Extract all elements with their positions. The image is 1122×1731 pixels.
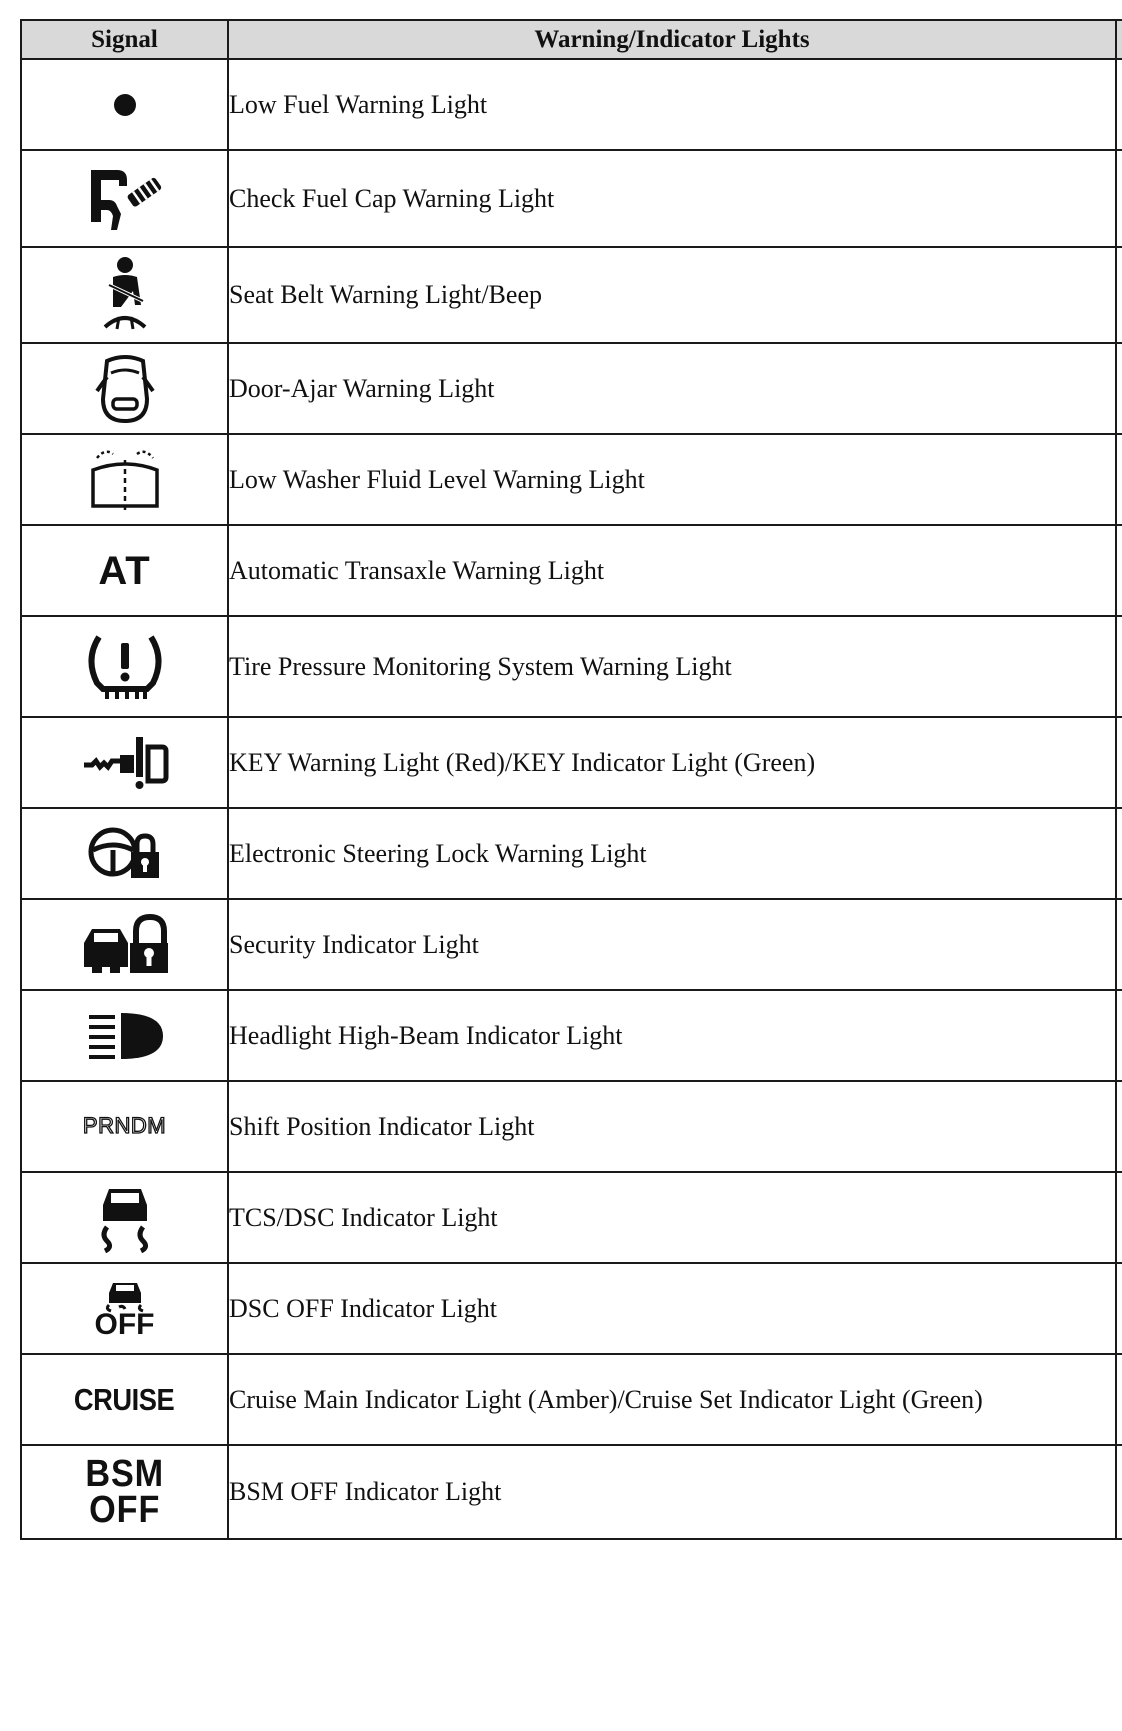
table-row [21, 616, 1122, 717]
table-row [21, 343, 1122, 434]
extra-cell [1116, 717, 1122, 808]
light-name: Tire Pressure Monitoring System Warning Light [228, 616, 1116, 717]
signal-cell [21, 1172, 228, 1263]
header-row [21, 20, 1122, 59]
table-row [21, 1445, 1122, 1539]
signal-cell [21, 990, 228, 1081]
table-row [21, 990, 1122, 1081]
table-row [21, 247, 1122, 343]
warning-lights-table [20, 19, 1122, 1540]
high-beam-icon [85, 1009, 165, 1063]
light-name: Headlight High-Beam Indicator Light [228, 990, 1116, 1081]
tire-pressure-icon [83, 629, 167, 705]
extra-cell [1116, 434, 1122, 525]
light-name: Low Fuel Warning Light [228, 59, 1116, 150]
table-row [21, 1263, 1122, 1354]
light-name: Security Indicator Light [228, 899, 1116, 990]
light-name: Door-Ajar Warning Light [228, 343, 1116, 434]
table-row [21, 808, 1122, 899]
light-name: Shift Position Indicator Light [228, 1081, 1116, 1172]
light-name: Electronic Steering Lock Warning Light [228, 808, 1116, 899]
light-name: Check Fuel Cap Warning Light [228, 150, 1116, 247]
key-icon [80, 733, 170, 793]
light-name: KEY Warning Light (Red)/KEY Indicator Light (Green) [228, 717, 1116, 808]
signal-cell [21, 1445, 228, 1539]
bsm-off-text-icon [85, 1452, 164, 1531]
tcs-dsc-icon [93, 1183, 157, 1253]
light-name: Low Washer Fluid Level Warning Light [228, 434, 1116, 525]
table-row [21, 434, 1122, 525]
header-signal: Signal [21, 20, 228, 59]
at-text-icon: AT [98, 548, 151, 593]
security-icon [80, 913, 170, 977]
signal-cell [21, 59, 228, 150]
table-row [21, 525, 1122, 616]
dsc-off-icon: OFF [94, 1307, 155, 1341]
header-extra [1116, 20, 1122, 59]
seat-belt-icon [95, 255, 155, 335]
signal-cell [21, 616, 228, 717]
extra-cell [1116, 59, 1122, 150]
check-fuel-cap-icon [83, 164, 167, 234]
signal-cell [21, 899, 228, 990]
extra-cell [1116, 525, 1122, 616]
low-fuel-dot-icon [110, 90, 140, 120]
header-lights: Warning/Indicator Lights [228, 20, 1116, 59]
light-name: Cruise Main Indicator Light (Amber)/Cruise Set Indicator Light (Green) [228, 1354, 1116, 1445]
signal-cell [21, 343, 228, 434]
light-name: Automatic Transaxle Warning Light [228, 525, 1116, 616]
extra-cell [1116, 247, 1122, 343]
extra-cell [1116, 150, 1122, 247]
table-row [21, 899, 1122, 990]
table-row [21, 717, 1122, 808]
extra-cell [1116, 616, 1122, 717]
steering-lock-icon [85, 824, 165, 884]
extra-cell [1116, 1081, 1122, 1172]
signal-cell [21, 808, 228, 899]
extra-cell [1116, 1445, 1122, 1539]
washer-fluid-icon [87, 446, 163, 514]
light-name: DSC OFF Indicator Light [228, 1263, 1116, 1354]
table-row [21, 1354, 1122, 1445]
signal-cell [21, 150, 228, 247]
signal-cell [21, 525, 228, 616]
table-row [21, 150, 1122, 247]
prndm-text-icon: PRNDM [82, 1113, 167, 1138]
signal-cell [21, 1081, 228, 1172]
signal-cell [21, 1263, 228, 1354]
table-row [21, 1172, 1122, 1263]
signal-cell [21, 247, 228, 343]
extra-cell [1116, 1172, 1122, 1263]
extra-cell [1116, 808, 1122, 899]
table-row [21, 1081, 1122, 1172]
signal-cell [21, 1354, 228, 1445]
light-name: Seat Belt Warning Light/Beep [228, 247, 1116, 343]
door-ajar-icon [93, 351, 157, 427]
signal-cell [21, 434, 228, 525]
light-name: BSM OFF Indicator Light [228, 1445, 1116, 1539]
cruise-text-icon: CRUISE [74, 1382, 175, 1417]
extra-cell [1116, 990, 1122, 1081]
extra-cell [1116, 343, 1122, 434]
extra-cell [1116, 1354, 1122, 1445]
light-name: TCS/DSC Indicator Light [228, 1172, 1116, 1263]
extra-cell [1116, 899, 1122, 990]
table-row [21, 59, 1122, 150]
bsm-label: BSM [85, 1452, 164, 1495]
off-label: OFF [88, 1489, 161, 1531]
extra-cell [1116, 1263, 1122, 1354]
signal-cell [21, 717, 228, 808]
